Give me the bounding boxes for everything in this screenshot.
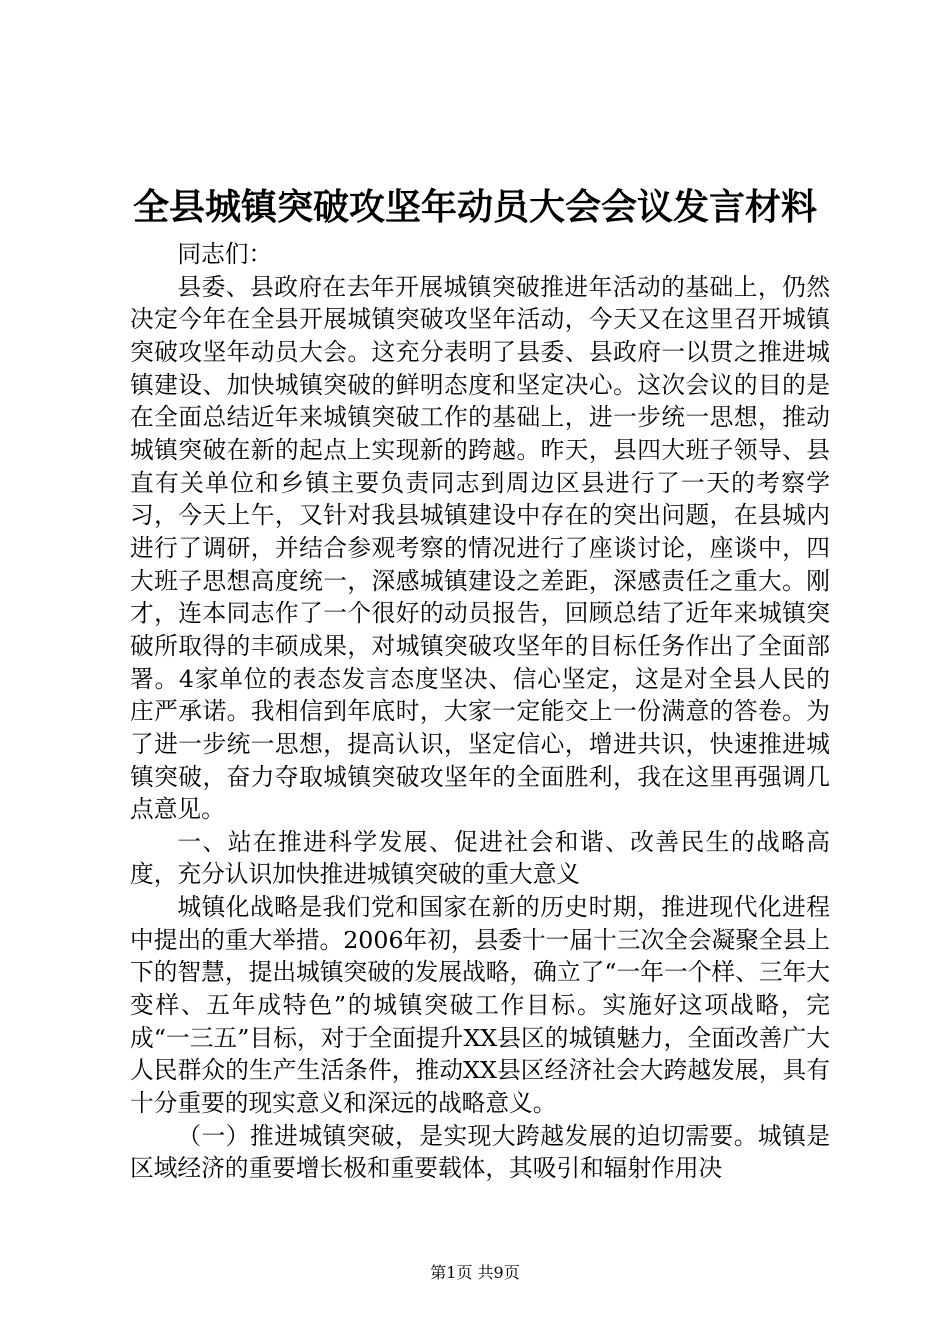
subsection-1: （一）推进城镇突破，是实现大跨越发展的迫切需要。城镇是区域经济的重要增长极和重要载体，其吸引和辐射作用决 xyxy=(130,1121,830,1183)
section-heading-1: 一、站在推进科学发展、促进社会和谐、改善民生的战略高度，充分认识加快推进城镇突破的重大意义 xyxy=(130,827,830,889)
paragraph-strategy: 城镇化战略是我们党和国家在新的历史时期，推进现代化进程中提出的重大举措。2006年初，县委十一届十三次全会凝聚全县上下的智慧，提出城镇突破的发展战略，确立了“一年一个样、三年大变样、五年成特色”的城镇突破工作目标。实施好这项战略，完成“一三五”目标，对于全面提升XX县区的城镇魅力，全面改善广大人民群众的生产生活条件，推动XX县区经济社会大跨越发展，具有十分重要的现实意义和深远的战略意义。 xyxy=(130,893,830,1118)
salutation: 同志们： xyxy=(177,240,273,268)
page-footer: 第1页 共9页 xyxy=(430,1263,520,1282)
page-title: 全县城镇突破攻坚年动员大会会议发言材料 xyxy=(132,187,817,228)
paragraph-opening: 县委、县政府在去年开展城镇突破推进年活动的基础上，仍然决定今年在全县开展城镇突破攻坚年活动，今天又在这里召开城镇突破攻坚年动员大会。这充分表明了县委、县政府一以贯之推进城镇建设、加快城镇突破的鲜明态度和坚定决心。这次会议的目的是在全面总结近年来城镇突破工作的基础上，进一步统一思想，推动城镇突破在新的起点上实现新的跨越。昨天，县四大班子领导、县直有关单位和乡镇主要负责同志到周边区县进行了一天的考察学习，今天上午，又针对我县城镇建设中存在的突出问题，在县城内进行了调研，并结合参观考察的情况进行了座谈讨论，座谈中，四大班子思想高度统一，深感城镇建设之差距，深感责任之重大。刚才，连本同志作了一个很好的动员报告，回顾总结了近年来城镇突破所取得的丰硕成果，对城镇突破攻坚年的目标任务作出了全面部署。4家单位的表态发言态度坚决、信心坚定，这是对全县人民的庄严承诺。我相信到年底时，大家一定能交上一份满意的答卷。为了进一步统一思想，提高认识，坚定信心，增进共识，快速推进城镇突破，奋力夺取城镇突破攻坚年的全面胜利，我在这里再强调几点意见。 xyxy=(130,272,830,824)
document-body xyxy=(130,238,830,1185)
